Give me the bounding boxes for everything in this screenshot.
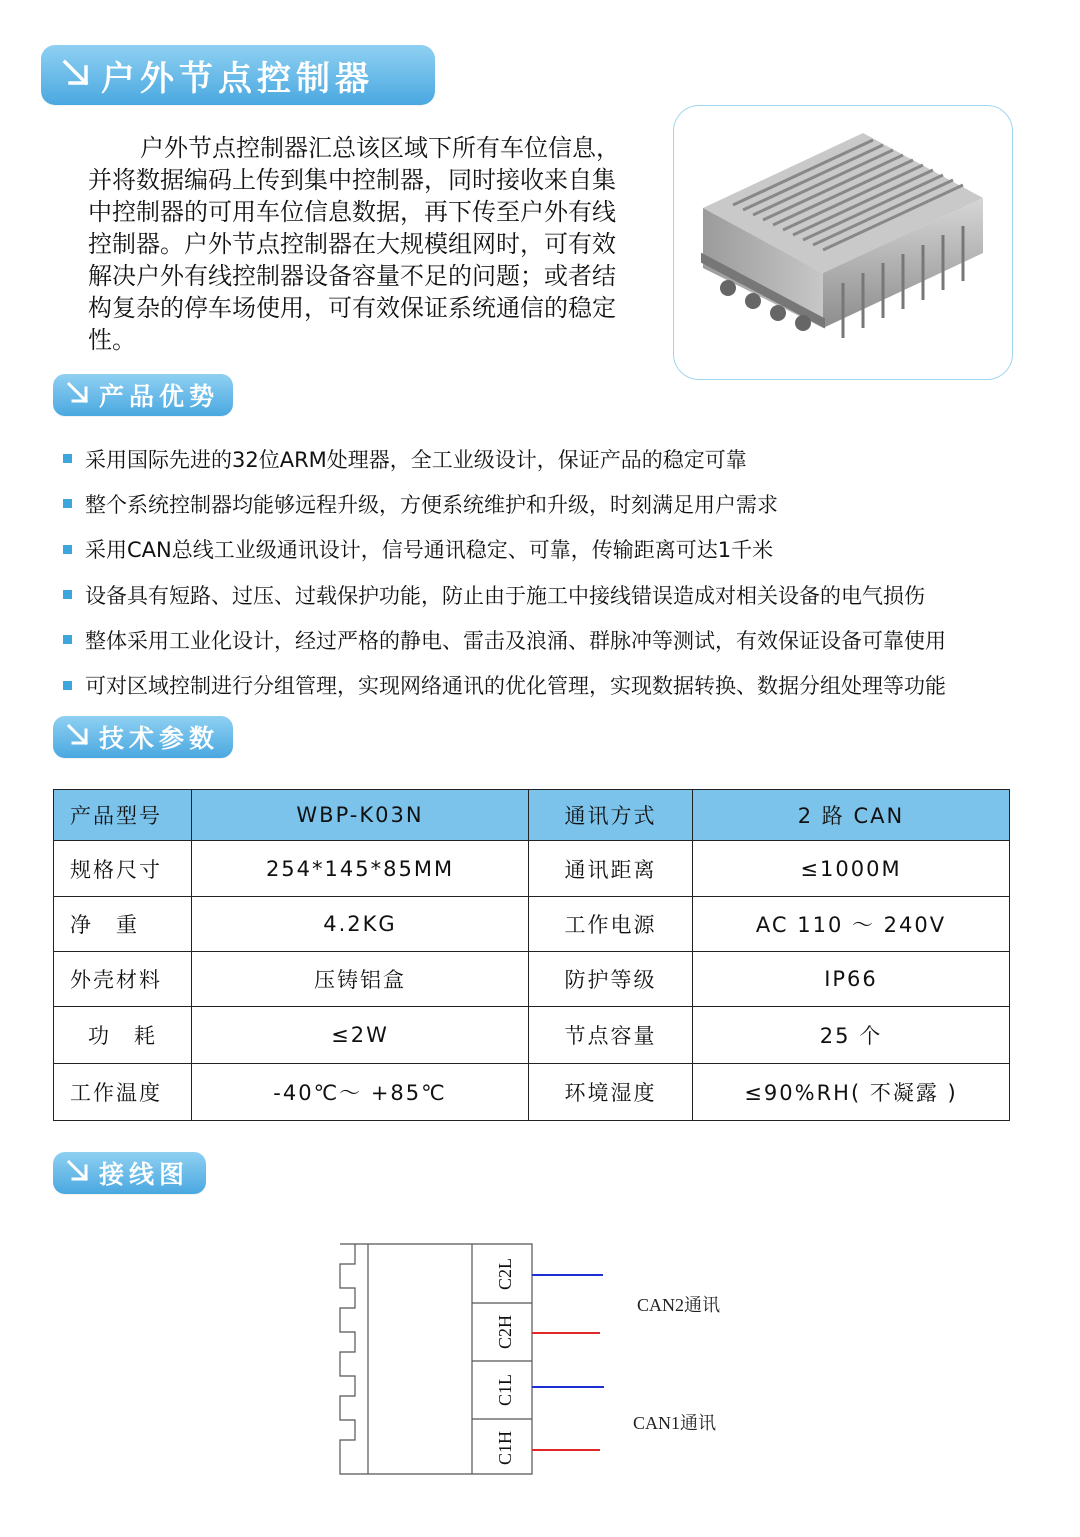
arrow-down-right-icon: [59, 56, 93, 94]
bullet-square-icon: [63, 454, 72, 463]
terminal-label: C2H: [495, 1314, 515, 1350]
section-header-wiring: [53, 1152, 206, 1194]
spec-value: AC 110 ～ 240V: [693, 897, 1010, 952]
list-item: [60, 436, 946, 481]
spec-label: 工作电源: [529, 897, 693, 952]
spec-table: [53, 789, 1010, 1121]
spec-label: 通讯距离: [529, 841, 693, 897]
list-item: [60, 527, 946, 572]
can1-label: CAN1通讯: [633, 1413, 717, 1433]
arrow-down-right-icon: [65, 722, 91, 752]
spec-label: 外壳材料: [54, 952, 192, 1007]
page-title: 户外节点控制器: [101, 58, 374, 99]
section-header-main: [41, 45, 435, 105]
section-title-advantages: 产品优势: [99, 382, 220, 411]
advantage-text: 采用国际先进的32位ARM处理器，全工业级设计，保证产品的稳定可靠: [85, 447, 747, 472]
table-row: [54, 897, 1010, 952]
advantages-list: [60, 436, 946, 708]
section-header-specs: [53, 716, 233, 758]
list-item: [60, 572, 946, 617]
product-image-frame: [673, 105, 1013, 380]
list-item: [60, 662, 946, 707]
bullet-square-icon: [63, 635, 72, 644]
spec-value: 4.2KG: [192, 897, 529, 952]
table-row: [54, 1007, 1010, 1064]
spec-value: ≤90%RH( 不凝露 ): [693, 1064, 1010, 1121]
bullet-square-icon: [63, 590, 72, 599]
bullet-square-icon: [63, 681, 72, 690]
spec-value: ≤1000M: [693, 841, 1010, 897]
spec-label: 净 重: [54, 897, 192, 952]
advantage-text: 整个系统控制器均能够远程升级，方便系统维护和升级，时刻满足用户需求: [85, 492, 778, 517]
advantage-text: 设备具有短路、过压、过载保护功能，防止由于施工中接线错误造成对相关设备的电气损伤: [85, 583, 925, 608]
spec-value: ≤2W: [192, 1007, 529, 1064]
table-row: [54, 790, 1010, 841]
arrow-down-right-icon: [65, 380, 91, 410]
spec-label: 产品型号: [54, 790, 192, 841]
spec-value: 25 个: [693, 1007, 1010, 1064]
spec-label: 通讯方式: [529, 790, 693, 841]
table-row: [54, 952, 1010, 1007]
spec-value: 压铸铝盒: [192, 952, 529, 1007]
bullet-square-icon: [63, 499, 72, 508]
terminal-label: C2L: [495, 1257, 515, 1291]
table-row: [54, 841, 1010, 897]
spec-label: 功 耗: [54, 1007, 192, 1064]
bullet-square-icon: [63, 545, 72, 554]
list-item: [60, 617, 946, 662]
arrow-down-right-icon: [65, 1158, 91, 1188]
spec-value: WBP-K03N: [192, 790, 529, 841]
wiring-diagram: [300, 1230, 760, 1490]
spec-label: 环境湿度: [529, 1064, 693, 1121]
advantage-text: 可对区域控制进行分组管理，实现网络通讯的优化管理，实现数据转换、数据分组处理等功能: [85, 674, 946, 699]
section-header-advantages: [53, 374, 233, 416]
list-item: [60, 481, 946, 526]
intro-paragraph: 户外节点控制器汇总该区域下所有车位信息，并将数据编码上传到集中控制器，同时接收来自集中控制器的可用车位信息数据，再下传至户外有线控制器。户外节点控制器在大规模组网时，可有效解决户外有线控制器设备容量不足的问题；或者结构复杂的停车场使用，可有效保证系统通信的稳定性。: [88, 134, 620, 354]
product-photo: [683, 113, 1003, 373]
advantage-text: 采用CAN总线工业级通讯设计，信号通讯稳定、可靠，传输距离可达1千米: [85, 538, 774, 563]
spec-label: 防护等级: [529, 952, 693, 1007]
advantage-text: 整体采用工业化设计，经过严格的静电、雷击及浪涌、群脉冲等测试，有效保证设备可靠使用: [85, 628, 946, 653]
spec-value: -40℃～ +85℃: [192, 1064, 529, 1121]
spec-label: 工作温度: [54, 1064, 192, 1121]
spec-value: 254*145*85MM: [192, 841, 529, 897]
terminal-label: C1H: [495, 1430, 515, 1466]
spec-label: 节点容量: [529, 1007, 693, 1064]
terminal-label: C1L: [495, 1373, 515, 1407]
spec-value: IP66: [693, 952, 1010, 1007]
section-title-specs: 技术参数: [99, 724, 220, 753]
spec-label: 规格尺寸: [54, 841, 192, 897]
section-title-wiring: 接线图: [99, 1160, 190, 1189]
table-row: [54, 1064, 1010, 1121]
spec-value: 2 路 CAN: [693, 790, 1010, 841]
can2-label: CAN2通讯: [637, 1295, 721, 1315]
